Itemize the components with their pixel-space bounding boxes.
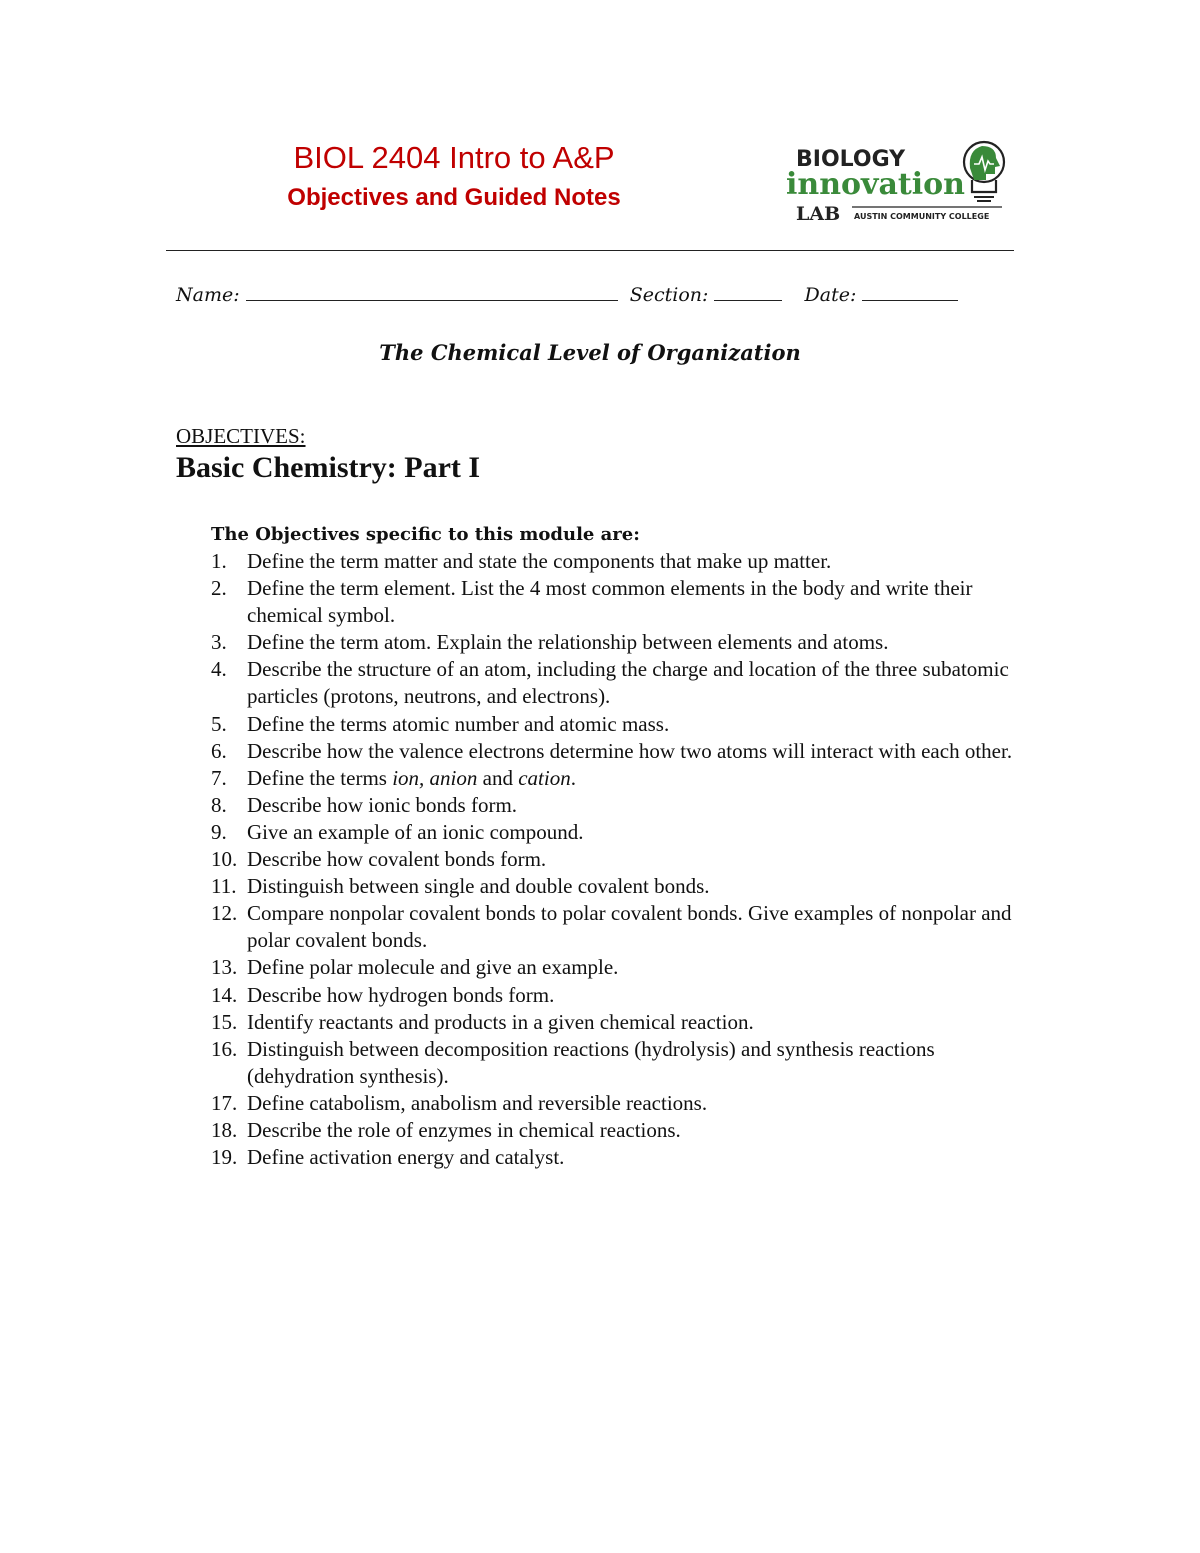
date-label: Date:	[804, 284, 857, 306]
objectives-heading: OBJECTIVES:	[176, 424, 306, 448]
name-field[interactable]	[246, 282, 618, 301]
list-item: 19. Define activation energy and catalyst.	[211, 1145, 565, 1170]
name-label: Name:	[176, 284, 240, 306]
logo-innovation-text: innovation	[786, 167, 965, 202]
list-item: 11. Distinguish between single and double covalent bonds.	[211, 874, 710, 899]
list-item: 17. Define catabolism, anabolism and reversible reactions.	[211, 1090, 708, 1115]
list-item: 7. Define the terms ion, anion and cation.	[211, 765, 576, 790]
list-item: 5. Define the terms atomic number and atomic mass.	[211, 711, 670, 736]
section-field[interactable]	[714, 282, 782, 301]
list-item: 13. Define polar molecule and give an example.	[211, 955, 619, 980]
header-divider	[166, 250, 1014, 251]
module-title: Basic Chemistry: Part I	[176, 451, 481, 484]
biology-innovation-lab-logo	[784, 140, 1014, 224]
list-item: 14. Describe how hydrogen bonds form.	[211, 982, 555, 1007]
list-item: 8. Describe how ionic bonds form.	[211, 792, 518, 817]
course-subtitle: Objectives and Guided Notes	[287, 184, 621, 211]
document-title: The Chemical Level of Organization	[379, 340, 801, 365]
objectives-intro: The Objectives specific to this module are:	[211, 524, 640, 545]
list-item: 9. Give an example of an ionic compound.	[211, 819, 584, 844]
list-item: 12. Compare nonpolar covalent bonds to polar covalent bonds. Give examples of nonpolar and polar covalent bonds.	[211, 901, 1012, 953]
list-item: 6. Describe how the valence electrons determine how two atoms will interact with each other.	[211, 738, 1013, 763]
list-item: 2. Define the term element. List the 4 most common elements in the body and write their chemical symbol.	[211, 576, 973, 628]
list-item: 3. Define the term atom. Explain the relationship between elements and atoms.	[211, 630, 889, 655]
lightbulb-head-icon	[964, 142, 1004, 201]
list-item: 4. Describe the structure of an atom, including the charge and location of the three subatomic particles (protons, neutrons, and electrons).	[211, 657, 1009, 709]
list-item: 18. Describe the role of enzymes in chemical reactions.	[211, 1117, 681, 1142]
course-title: BIOL 2404 Intro to A&P	[293, 140, 615, 175]
logo-institution-text: AUSTIN COMMUNITY COLLEGE	[854, 212, 990, 221]
list-item: 16. Distinguish between decomposition reactions (hydrolysis) and synthesis reactions (dehydration synthesis).	[211, 1036, 935, 1088]
date-field[interactable]	[862, 282, 958, 301]
list-item: 10. Describe how covalent bonds form.	[211, 847, 547, 872]
list-item: 15. Identify reactants and products in a given chemical reaction.	[211, 1009, 754, 1034]
list-item: 1. Define the term matter and state the components that make up matter.	[211, 549, 832, 573]
section-label: Section:	[629, 284, 709, 306]
logo-biology-text: BIOLOGY	[796, 147, 906, 172]
logo-lab-text: LAB	[796, 203, 841, 224]
student-info-line	[176, 282, 958, 308]
objectives-list	[211, 548, 1041, 1171]
